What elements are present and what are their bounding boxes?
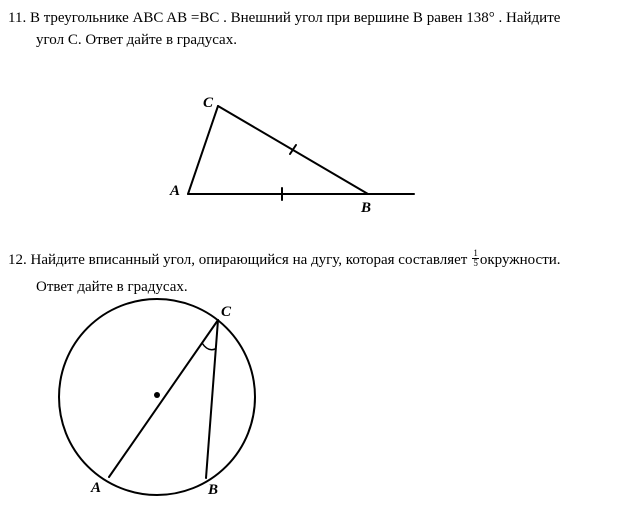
vertex-label-b-circle: B <box>208 482 219 498</box>
fraction-denominator: 5 <box>473 258 478 269</box>
vertex-label-a-triangle: A <box>170 183 181 199</box>
triangle-figure <box>188 106 414 200</box>
vertex-label-b-triangle: B <box>361 200 372 216</box>
problem-12-text-line2: Ответ дайте в градусах. <box>36 279 188 295</box>
vertex-label-c-circle: C <box>221 304 232 320</box>
vertex-label-a-circle: A <box>91 480 102 496</box>
vertex-label-c-triangle: C <box>203 95 214 111</box>
problem-12-text-after-fraction: окружности. <box>479 252 561 268</box>
angle-arc-c <box>202 343 215 350</box>
circle-center-point <box>154 392 160 398</box>
problem-12-text-before-fraction: 12. Найдите вписанный угол, опирающийся на дугу, которая составляет <box>8 252 468 268</box>
chord-cb <box>206 320 218 478</box>
problem-11-text-line2: угол C. Ответ дайте в градусах. <box>36 32 237 48</box>
problem-11-text-line1: 11. В треугольнике ABC AB =BC . Внешний угол при вершине B равен 138° . Найдите <box>8 10 561 26</box>
side-ac <box>188 106 218 194</box>
fraction-numerator: 1 <box>473 248 478 259</box>
